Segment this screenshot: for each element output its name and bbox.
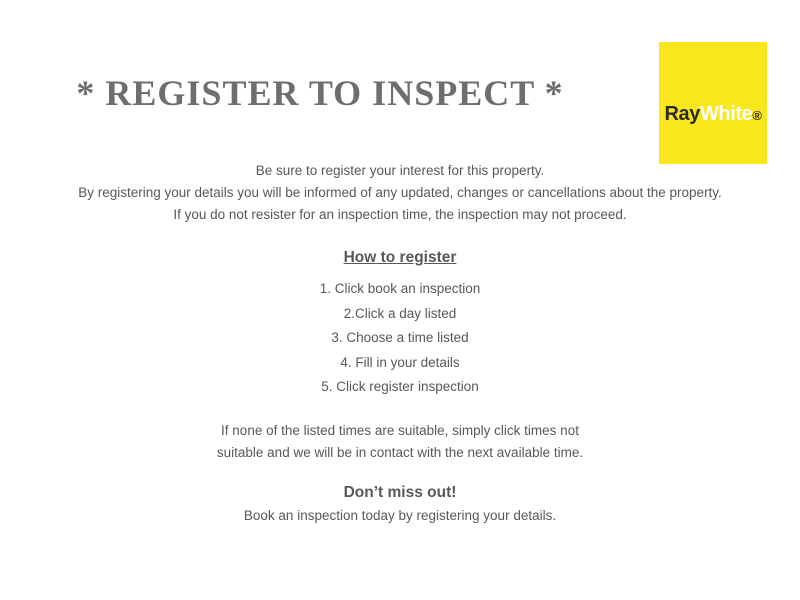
closing-block [0, 484, 800, 523]
closing-subtitle: Book an inspection today by registering your details. [243, 508, 557, 523]
logo-word-ray: Ray [664, 103, 700, 125]
logo-trademark: ® [752, 108, 762, 123]
page-title: * REGISTER TO INSPECT * [76, 73, 564, 113]
fallback-line-2: suitable and we will be in contact with the next available time. [216, 445, 584, 460]
raywhite-logo [659, 42, 767, 164]
list-item: 5. Click register inspection [321, 379, 479, 394]
list-item: 4. Fill in your details [340, 354, 460, 370]
intro-line-2: By registering your details you will be informed of any updated, changes or cancellations about the property. [78, 185, 722, 200]
intro-line-1: Be sure to register your interest for this property. [255, 163, 545, 178]
list-item: 3. Choose a time listed [331, 330, 469, 345]
list-item: 2.Click a day listed [343, 305, 457, 321]
list-item: 1. Click book an inspection [319, 281, 481, 296]
fallback-note [0, 420, 800, 464]
how-to-register-heading: How to register [343, 249, 457, 266]
how-to-register-steps [0, 277, 800, 400]
intro-line-3: If you do not resister for an inspection time, the inspection may not proceed. [173, 207, 627, 222]
how-to-register-section [0, 249, 800, 400]
closing-heading: Don’t miss out! [343, 484, 457, 501]
intro-block [0, 160, 800, 226]
raywhite-logo-text [664, 103, 761, 126]
logo-word-white: White [699, 103, 753, 125]
fallback-line-1: If none of the listed times are suitable, simply click times not [221, 423, 579, 438]
